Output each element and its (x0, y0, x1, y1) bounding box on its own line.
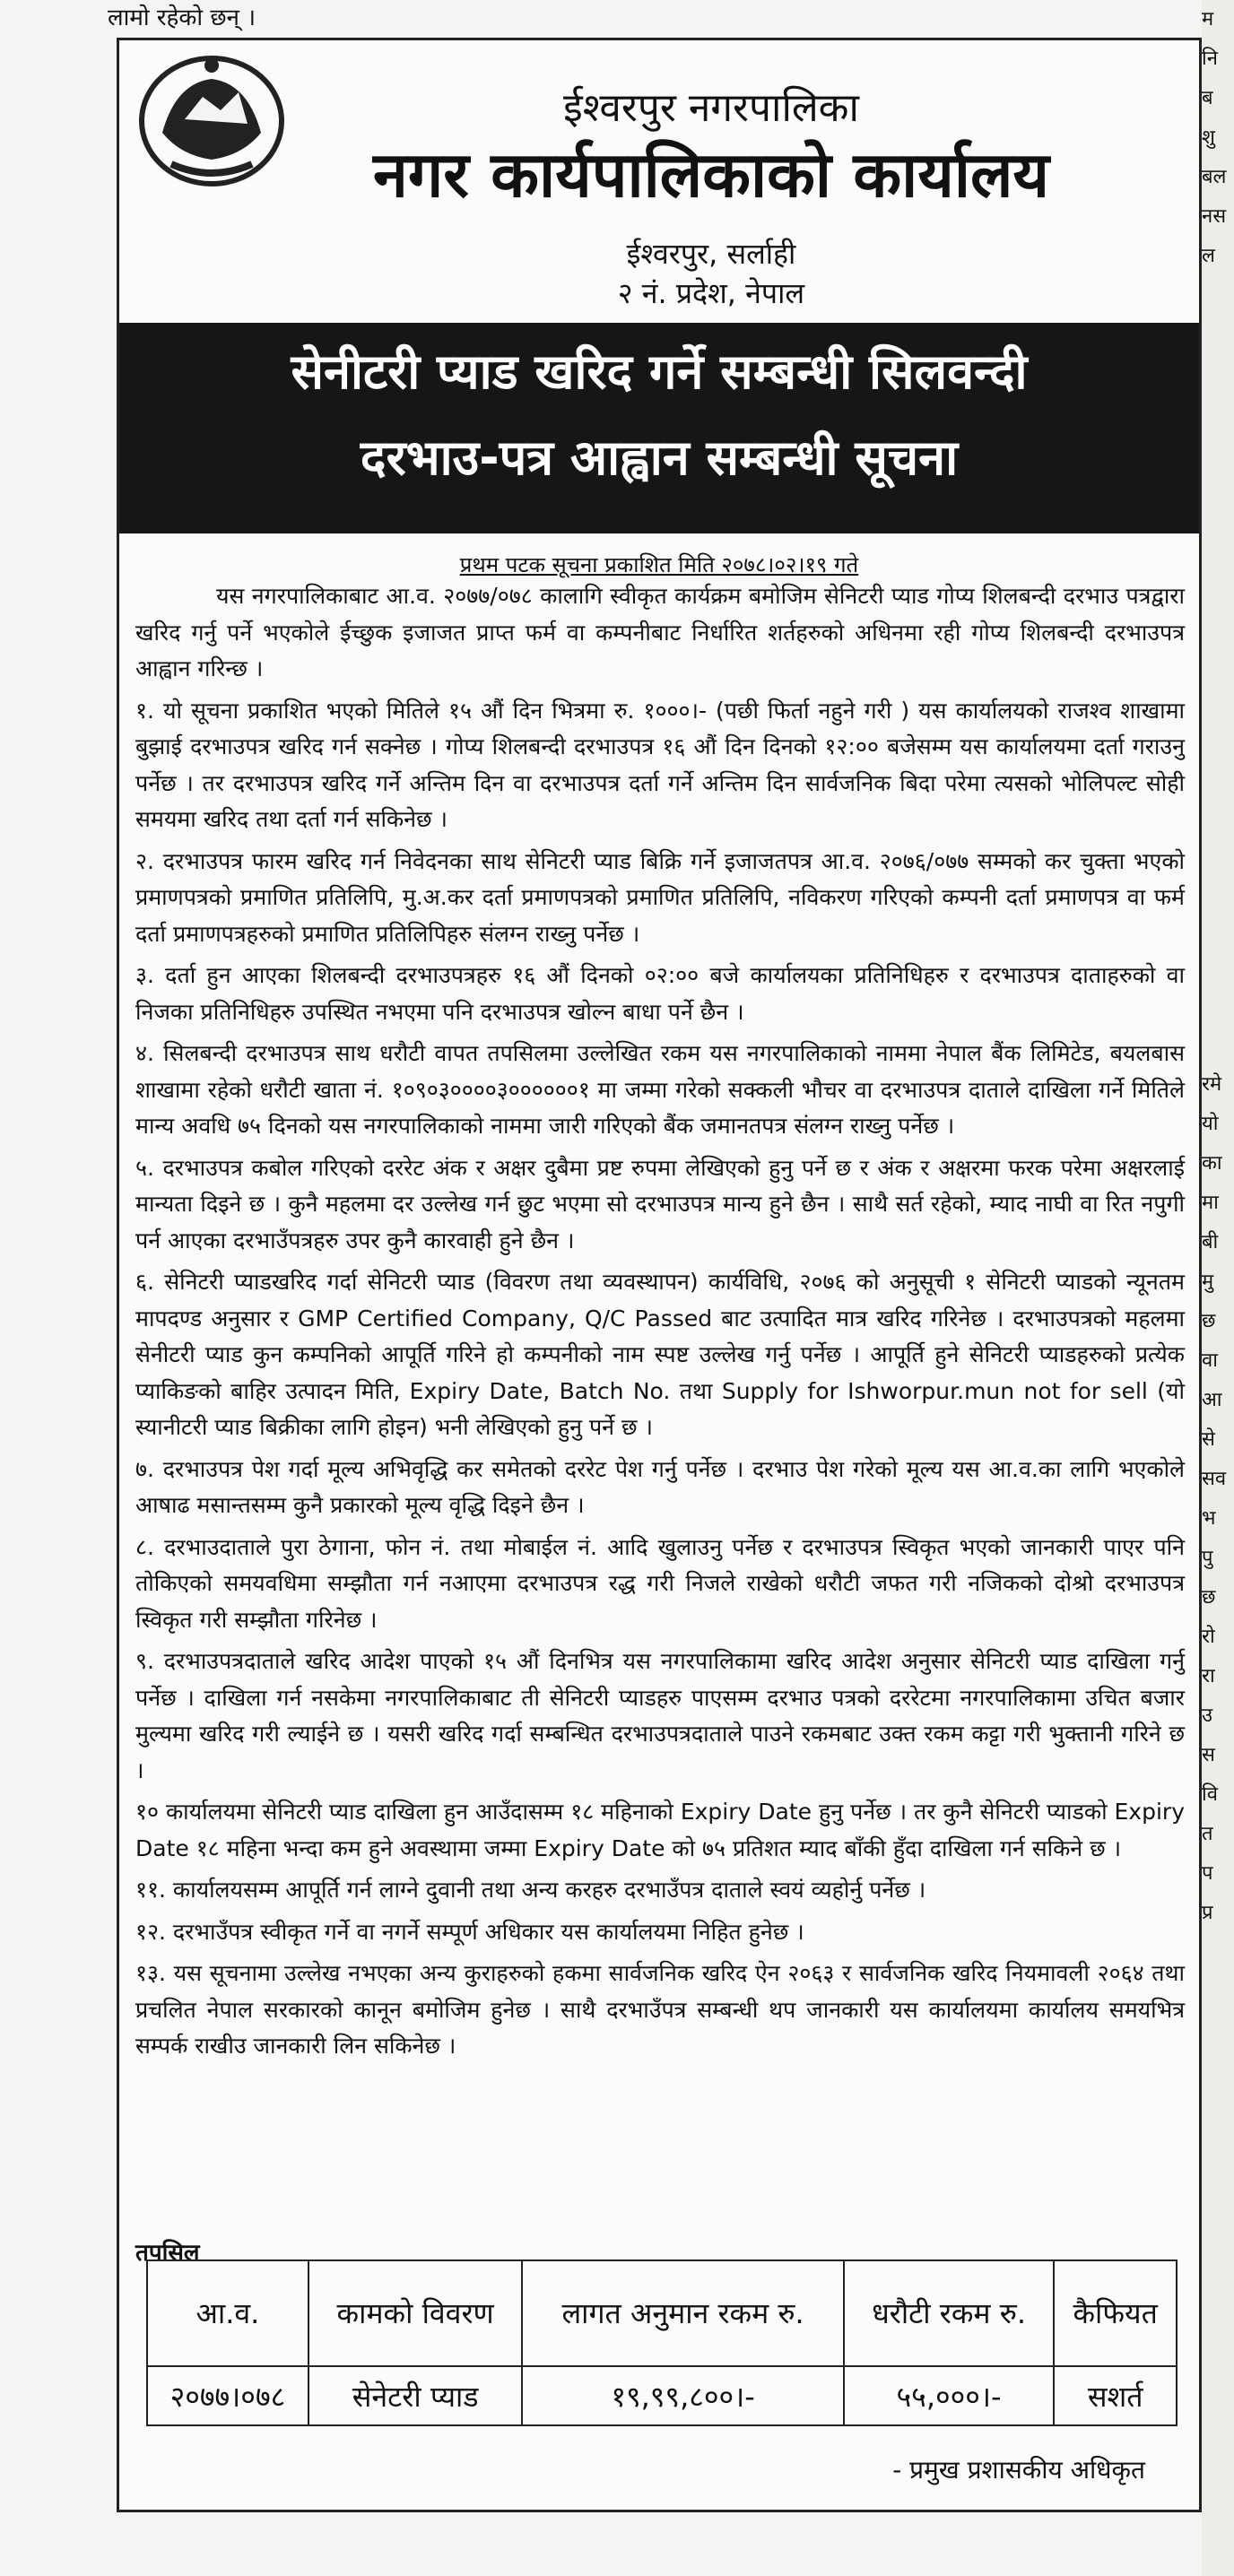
strip-text: मु (1202, 1271, 1214, 1293)
cell-work-description: सेनेटरी प्याड (308, 2366, 523, 2425)
strip-text: आ (1202, 1389, 1222, 1411)
adjacent-column-fragment (1202, 0, 1234, 2576)
schedule-table (146, 2259, 1178, 2426)
table-row (147, 2366, 1177, 2425)
clause-8: ८. दरभाउदाताले पुरा ठेगाना, फोन नं. तथा मोबाईल नं. आदि खुलाउनु पर्नेछ र दरभाउपत्र स्विकृत भएको जानकारी पाएर पनि तोकिएको समयवधिमा सम्झौता गर्न नआएमा दरभाउपत्र रद्ध गरी निजले राखेको धरौटी जफत गरी नजिकको दोश्रो दरभाउपत्र स्विकृत गरी सम्झौता गरिनेछ । (135, 1533, 1185, 1633)
clause-1: १. यो सूचना प्रकाशित भएको मितिले १५ औं दिन भित्रमा रु. १०००।- (पछी फिर्ता नहुने गरी ) यस कार्यालयको राजश्व शाखामा बुझाई दरभाउपत्र खरिद गर्न सक्नेछ । गोप्य शिलबन्दी दरभाउपत्र १६ औं दिन दिनको १२:०० बजेसम्म यस कार्यालयमा दर्ता गराउनु पर्नेछ । तर दरभाउपत्र खरिद गर्ने अन्तिम दिन वा दरभाउपत्र दर्ता गर्ने अन्तिम दिन सार्वजनिक बिदा परेमा त्यसको भोलिपल्ट सोही समयमा खरिद तथा दर्ता गर्न सकिनेछ । (135, 697, 1185, 832)
col-cost-estimate: लागत अनुमान रकम रु. (522, 2260, 843, 2366)
strip-text: नस (1202, 205, 1227, 228)
schedule-heading: तपसिल (135, 2240, 200, 2267)
strip-text: शु (1202, 126, 1215, 149)
strip-text: भ (1202, 1507, 1216, 1530)
notice-title-banner (119, 323, 1199, 533)
intro-paragraph: यस नगरपालिकाबाट आ.व. २०७७/०७८ कालागि स्वीकृत कार्यक्रम बमोजिम सेनिटरी प्याड गोप्य शिलबन्दी दरभाउ पत्रद्वारा खरिद गर्नु पर्ने भएकोले ईच्छुक इजाजत प्राप्त फर्म वा कम्पनीबाट निर्धारित शर्तहरुको अधिनमा रही गोप्य शिलबन्दी दरभाउपत्र आह्वान गरिन्छ । (135, 583, 1185, 681)
office-location: ईश्वरपुर, सर्लाही (626, 237, 796, 271)
office-province: २ नं. प्रदेश, नेपाल (617, 276, 805, 310)
signatory: - प्रमुख प्रशासकीय अधिकृत (892, 2455, 1145, 2485)
strip-text: प्र (1202, 1902, 1213, 1924)
clause-10: १० कार्यालयमा सेनिटरी प्याड दाखिला हुन आउँदासम्म १८ महिनाको Expiry Date हुनु पर्नेछ । तर कुनै सेनिटरी प्याडको Expiry Date १८ महिना भन्दा कम हुने अवस्थामा जम्मा Expiry Date को ७५ प्रतिशत म्याद बाँकी हुँदा दाखिला गर्न सकिने छ । (135, 1799, 1185, 1861)
cell-cost-estimate: १९,९९,८००।- (522, 2366, 843, 2425)
strip-text: प (1202, 1862, 1213, 1885)
notice-body (135, 578, 1185, 2070)
col-fiscal-year: आ.व. (147, 2260, 308, 2366)
strip-text: म (1202, 8, 1214, 30)
strip-text: छ (1202, 1310, 1216, 1332)
col-remarks: कैफियत (1054, 2260, 1177, 2366)
strip-text: सव (1202, 1468, 1227, 1490)
clause-9: ९. दरभाउपत्रदाताले खरिद आदेश पाएको १५ औं दिनभित्र यस नगरपालिकामा खरिद आदेश अनुसार सेनिटरी प्याड दाखिला गर्नु पर्नेछ । दाखिला गर्न नसकेमा नगरपालिकाबाट ती सेनिटरी प्याडहरु पाएसम्म दरभाउ पत्रको दररेटमा नगरपालिकामा उचित बजार मुल्यमा खरिद गरी ल्याईने छ । यसरी खरिद गर्दा सम्बन्धित दरभाउपत्रदाताले पाउने रकमबाट उक्त रकम कट्टा गरी भुक्तानी गरिने छ । (135, 1648, 1185, 1783)
table-header-row (147, 2260, 1177, 2366)
clause-6: ६. सेनिटरी प्याडखरिद गर्दा सेनिटरी प्याड (विवरण तथा व्यवस्थापन) कार्यविधि, २०७६ को अनुसूची १ सेनिटरी प्याडको न्यूनतम मापदण्ड अनुसार र GMP Certified Company, Q/C Passed बाट उत्पादित मात्र खरिद गरिनेछ । दरभाउपत्रको महलमा सेनीटरी प्याड कुन कम्पनिको आपूर्ति गरिने हो कम्पनीको नाम स्पष्ट उल्लेख गर्नु पर्नेछ । आपूर्ति हुने सेनिटरी प्याडहरुको प्रत्येक प्याकिङको बाहिर उत्पादन मिति, Expiry Date, Batch No. तथा Supply for Ishworpur.mun not for sell (यो स्यानीटरी प्याड बिक्रीका लागि होइन) भनी लेखिएको हुनु पर्ने छ । (135, 1269, 1185, 1440)
municipality-name: ईश्वरपुर नगरपालिका (563, 85, 859, 131)
strip-text: वि (1202, 1783, 1218, 1806)
strip-text: रा (1202, 1665, 1215, 1687)
strip-text: बल (1202, 166, 1227, 188)
cell-fiscal-year: २०७७।०७८ (147, 2366, 308, 2425)
office-name: नगर कार्यपालिकाको कार्यालय (372, 138, 1050, 212)
strip-text: बी (1202, 1231, 1219, 1253)
strip-text: ल (1202, 245, 1215, 267)
notice-title-line2: दरभाउ-पत्र आह्वान सम्बन्धी सूचना (360, 429, 959, 486)
clause-11: ११. कार्यालयसम्म आपूर्ति गर्न लाग्ने दुवानी तथा अन्य करहरु दरभाउँपत्र दाताले स्वयं व्यहोर्नु पर्नेछ । (135, 1877, 926, 1903)
clause-13: १३. यस सूचनामा उल्लेख नभएका अन्य कुराहरुको हकमा सार्वजनिक खरिद ऐन २०६३ र सार्वजनिक खरिद नियमावली २०६४ तथा प्रचलित नेपाल सरकारको कानून बमोजिम हुनेछ । साथै दरभाउँपत्र सम्बन्धी थप जानकारी यस कार्यालयमा कार्यालय समयभित्र सम्पर्क राखीउ जानकारी लिन सकिनेछ । (135, 1960, 1185, 2059)
clause-4: ४. सिलबन्दी दरभाउपत्र साथ धरौटी वापत तपसिलमा उल्लेखित रकम यस नगरपालिकाको नाममा नेपाल बैंक लिमिटेड, बयलबास शाखामा रहेको धरौटी खाता नं. १०९०३००००३००००००१ मा जम्मा गरेको सक्कली भौचर वा दरभाउपत्र दाताले दाखिला गर्ने मितिले मान्य अवधि ७५ दिनको यस नगरपालिकाको नाममा जारी गरिएको बैंक जमानतपत्र संलग्न राख्नु पर्नेछ । (135, 1040, 1185, 1139)
strip-text: से (1202, 1428, 1215, 1451)
clause-3: ३. दर्ता हुन आएका शिलबन्दी दरभाउपत्रहरु १६ औं दिनको ०२:०० बजे कार्यालयका प्रतिनिधिहरु र दरभाउपत्र दाताहरुको वा निजका प्रतिनिधिहरु उपस्थित नभएमा पनि दरभाउपत्र खोल्न बाधा पर्ने छैन । (135, 962, 1185, 1025)
clause-12: १२. दरभाउँपत्र स्वीकृत गर्ने वा नगर्ने सम्पूर्ण अधिकार यस कार्यालयमा निहित हुनेछ । (135, 1918, 804, 1945)
nepal-emblem-icon (135, 48, 288, 189)
tender-notice (117, 38, 1202, 2512)
strip-text: यो (1202, 1113, 1219, 1135)
strip-text: पु (1202, 1547, 1213, 1569)
clause-5: ५. दरभाउपत्र कबोल गरिएको दररेट अंक र अक्षर दुबैमा प्रष्ट रुपमा लेखिएको हुनु पर्ने छ र अंक र अक्षरमा फरक परेमा अक्षरलाई मान्यता दिइने छ । कुनै महलमा दर उल्लेख गर्न छुट भएमा सो दरभाउपत्र मान्य हुने छैन । साथै सर्त रहेको, म्याद नाघी वा रित नपुगी पर्न आएका दरभाउँपत्रहरु उपर कुनै कारवाही हुने छैन । (135, 1154, 1185, 1253)
strip-text: स (1202, 1744, 1215, 1766)
issuer-block (299, 83, 1124, 313)
col-deposit: धरौटी रकम रु. (844, 2260, 1054, 2366)
strip-text: छ (1202, 1586, 1216, 1609)
cell-remarks: सशर्त (1054, 2366, 1177, 2425)
strip-text: त (1202, 1823, 1213, 1845)
previous-article-snippet: लामो रहेको छन् । (108, 4, 256, 31)
strip-text: नि (1202, 48, 1218, 70)
strip-text: ब (1202, 87, 1213, 109)
strip-text: उ (1202, 1704, 1213, 1727)
strip-text: मा (1202, 1192, 1219, 1214)
strip-text: वा (1202, 1349, 1218, 1372)
cell-deposit: ५५,०००।- (844, 2366, 1054, 2425)
strip-text: रो (1202, 1626, 1215, 1648)
publication-date: प्रथम पटक सूचना प्रकाशित मिति २०७८।०२।१९ गते (459, 552, 859, 577)
notice-title-line1: सेनीटरी प्याड खरिद गर्ने सम्बन्धी सिलवन्दी (291, 343, 1028, 400)
strip-text: का (1202, 1152, 1222, 1175)
col-work-description: कामको विवरण (308, 2260, 523, 2366)
strip-text: रमे (1202, 1073, 1222, 1096)
clause-2: २. दरभाउपत्र फारम खरिद गर्न निवेदनका साथ सेनिटरी प्याड बिक्रि गर्ने इजाजतपत्र आ.व. २०७६/०७७ सम्मको कर चुक्ता भएको प्रमाणपत्रको प्रमाणित प्रतिलिपि, मु.अ.कर दर्ता प्रमाणपत्रको प्रमाणित प्रतिलिपि, नविकरण गरिएको कम्पनी दर्ता प्रमाणपत्र वा फर्म दर्ता प्रमाणपत्रहरुको प्रमाणित प्रतिलिपिहरु संलग्न राख्नु पर्नेछ । (135, 847, 1185, 947)
clause-7: ७. दरभाउपत्र पेश गर्दा मूल्य अभिवृद्धि कर समेतको दररेट पेश गर्नु पर्नेछ । दरभाउ पेश गरेको मूल्य यस आ.व.का लागि भएकोले आषाढ मसान्तसम्म कुनै प्रकारको मूल्य वृद्धि दिइने छैन । (135, 1455, 1185, 1518)
